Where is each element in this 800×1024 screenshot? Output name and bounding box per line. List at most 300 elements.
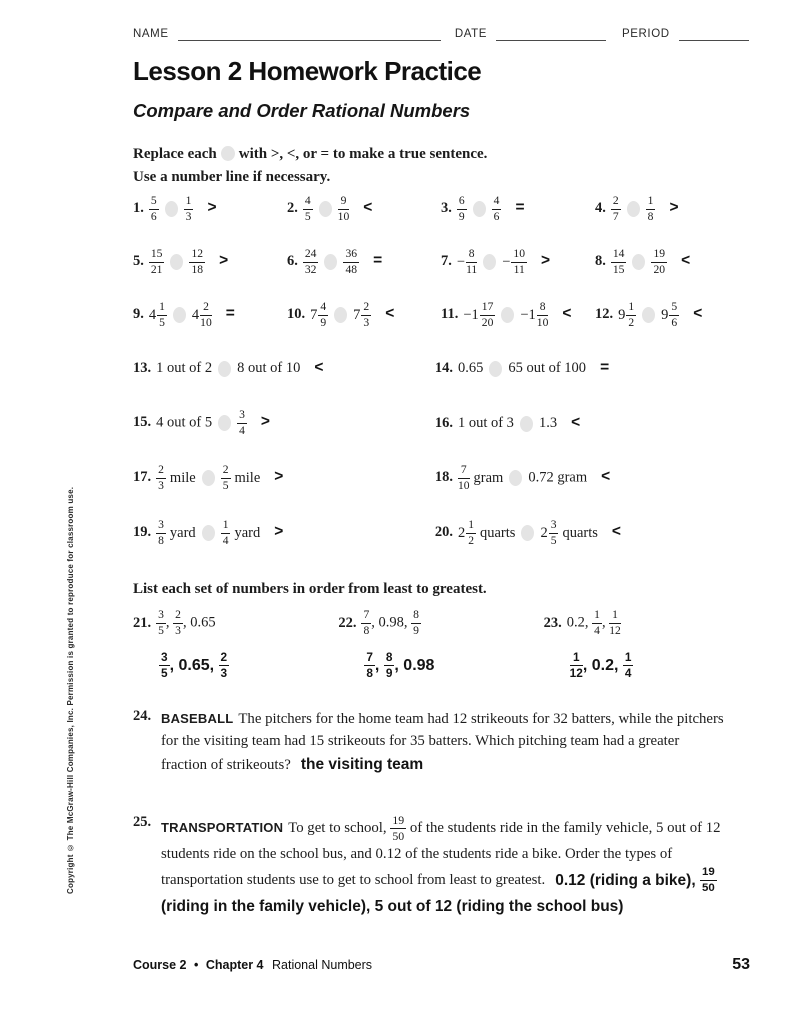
- period-label: PERIOD: [621, 28, 670, 40]
- fraction: [149, 248, 165, 277]
- problem-19: [133, 519, 435, 548]
- blank-circle-icon: [521, 525, 534, 541]
- fraction-stack: [384, 651, 395, 680]
- blank-circle-icon: [509, 470, 522, 486]
- instruction-line-1: Replace each with >, <, or = to make a true sentence.: [133, 146, 488, 162]
- denominator: 5: [158, 623, 164, 637]
- numerator: 8: [384, 651, 395, 666]
- numerator: 1: [221, 519, 231, 534]
- compare-row-2: [133, 245, 749, 279]
- problem-text-25: [161, 814, 727, 918]
- order-problems-row: [133, 609, 749, 680]
- fraction: [338, 195, 350, 224]
- problem-22: [338, 609, 543, 680]
- problem-number: 5.: [133, 253, 144, 270]
- problem-15: [133, 409, 435, 438]
- footer-bullet: •: [193, 958, 199, 972]
- fraction: [661, 301, 679, 330]
- problem-number: 1.: [133, 200, 144, 217]
- blank-circle-icon: [473, 201, 486, 217]
- fraction-prefix: 2: [540, 524, 548, 541]
- numerator: 1: [592, 609, 602, 624]
- copyright-sidebar: Copyright © The McGraw-Hill Companies, Inc. Permission is granted to reproduce for classroom use.: [66, 486, 75, 894]
- answer-2: <: [363, 199, 373, 217]
- problem-number: 25.: [133, 814, 152, 831]
- problem-number: 14.: [434, 360, 453, 376]
- blank-circle-icon: [642, 307, 655, 323]
- denominator: 4: [594, 623, 600, 637]
- blank-circle-icon: [170, 254, 183, 270]
- problem-8: [595, 248, 749, 277]
- denominator: 8: [363, 623, 370, 637]
- fraction-stack: [458, 464, 470, 493]
- numerator: 19: [390, 814, 406, 829]
- denominator: 3: [363, 315, 370, 329]
- fraction: [623, 651, 634, 680]
- fraction: [364, 651, 375, 680]
- fraction-stack: [156, 519, 166, 548]
- footer-course: Course 2: [133, 958, 187, 972]
- name-label: NAME: [133, 28, 169, 40]
- blank-circle-icon: [489, 361, 502, 377]
- fraction: [156, 464, 196, 493]
- denominator: 8: [366, 665, 373, 680]
- date-blank-line: [496, 28, 606, 41]
- fraction-stack: [466, 519, 476, 548]
- answer-14: =: [600, 359, 610, 376]
- fraction: [458, 464, 503, 493]
- math-text: 8 out of 10: [237, 360, 301, 376]
- numerator: 2: [200, 301, 212, 316]
- fraction-prefix: 9: [618, 306, 626, 323]
- fraction-stack: [623, 651, 634, 680]
- fraction-stack: [159, 651, 170, 680]
- fraction-stack: [669, 301, 679, 330]
- answer-1: >: [207, 199, 217, 217]
- compare-row-5: [133, 406, 749, 440]
- fraction-stack: [457, 195, 467, 224]
- problem-2: [287, 195, 441, 224]
- answer-24: [301, 756, 423, 773]
- problem-25: [133, 814, 749, 918]
- numerator: 9: [338, 195, 350, 210]
- unit-label: gram: [473, 469, 504, 486]
- fraction-prefix: −: [502, 253, 511, 270]
- numerator: 1: [570, 651, 583, 666]
- problem-number: 15.: [133, 414, 152, 431]
- fraction-stack: [303, 195, 313, 224]
- answer-18: <: [601, 468, 611, 486]
- numerator: 6: [457, 195, 467, 210]
- denominator: 10: [337, 209, 350, 223]
- blank-circle-icon: [501, 307, 514, 323]
- fraction: [310, 301, 328, 330]
- math-text: , 0.98,: [371, 614, 412, 631]
- fraction: [303, 248, 319, 277]
- problem-5: [133, 248, 287, 277]
- answer-13: <: [314, 359, 324, 376]
- denominator: 12: [609, 623, 621, 637]
- problem-number: 16.: [434, 415, 453, 431]
- denominator: 5: [550, 533, 557, 547]
- unit-label: quarts: [562, 524, 598, 541]
- fraction-stack: [492, 195, 502, 224]
- blank-circle-icon: [632, 254, 645, 270]
- fraction: [149, 195, 159, 224]
- fraction-prefix: 2: [457, 524, 466, 541]
- problem-20: [435, 519, 737, 548]
- numerator: 7: [458, 464, 470, 479]
- footer-breadcrumb: [133, 958, 372, 972]
- denominator: 18: [191, 262, 204, 276]
- answer-3: =: [515, 199, 525, 217]
- denominator: 21: [150, 262, 163, 276]
- numerator: 36: [343, 248, 359, 263]
- denominator: 20: [653, 262, 666, 276]
- numerator: 2: [361, 301, 371, 316]
- answer-23: [570, 651, 749, 680]
- period-blank-line: [679, 28, 749, 41]
- denominator: 4: [239, 423, 245, 437]
- compare-instructions: [133, 143, 749, 188]
- fraction-stack: [149, 195, 159, 224]
- math-text: To get to school,: [288, 820, 391, 837]
- problem-number: 2.: [287, 200, 298, 217]
- denominator: 3: [220, 665, 228, 680]
- fraction: [457, 248, 477, 277]
- numerator: 1: [626, 301, 636, 316]
- math-text: 1 out of 3: [457, 415, 514, 431]
- answer-17: >: [274, 468, 284, 486]
- problem-number: 7.: [441, 253, 452, 270]
- compare-row-4: [133, 351, 749, 385]
- problem-number: 22.: [338, 614, 357, 631]
- problem-number: 8.: [595, 253, 606, 270]
- fraction: [353, 301, 371, 330]
- numerator: 4: [303, 195, 313, 210]
- blank-circle-icon: [202, 470, 215, 486]
- problem-18: [435, 464, 737, 493]
- problem-number: 20.: [434, 524, 453, 541]
- fraction-stack: [646, 195, 656, 224]
- numerator: 3: [159, 651, 170, 666]
- fraction-stack: [219, 651, 230, 680]
- problem-tag: BASEBALL: [161, 710, 234, 726]
- blank-circle-icon: [520, 416, 533, 432]
- denominator: 10: [536, 315, 549, 329]
- fraction: [192, 301, 212, 330]
- compare-row-7: [133, 516, 749, 550]
- fraction: [156, 519, 196, 548]
- fraction: [540, 519, 597, 548]
- problem-9: [133, 301, 287, 330]
- date-label: DATE: [454, 28, 488, 40]
- fraction-stack: [592, 609, 602, 638]
- answer-8: <: [681, 252, 691, 270]
- numerator: 1: [184, 195, 194, 210]
- denominator: 2: [628, 315, 635, 329]
- numerator: 5: [669, 301, 679, 316]
- fraction: [492, 195, 502, 224]
- fraction: [609, 609, 621, 638]
- fraction: [520, 301, 548, 330]
- fraction: [303, 195, 313, 224]
- fraction-stack: [390, 814, 406, 843]
- math-text: the visiting team: [300, 756, 424, 774]
- given-numbers-23: [544, 609, 749, 638]
- numerator: 19: [700, 866, 717, 881]
- numerator: 15: [149, 248, 165, 263]
- fraction-stack: [700, 866, 717, 894]
- denominator: 12: [569, 665, 583, 680]
- fraction-prefix: −1: [463, 306, 479, 323]
- fraction: [592, 609, 602, 638]
- denominator: 5: [161, 665, 168, 680]
- problem-number: 13.: [133, 360, 152, 376]
- fraction-stack: [609, 609, 621, 638]
- fraction-stack: [361, 609, 371, 638]
- numerator: 3: [156, 519, 166, 534]
- problem-16: [435, 414, 737, 432]
- numerator: 4: [318, 301, 328, 316]
- fraction: [502, 248, 527, 277]
- problem-11: [441, 301, 595, 330]
- numerator: 1: [157, 301, 167, 316]
- page-footer: [133, 956, 750, 974]
- numerator: 12: [189, 248, 205, 263]
- compare-row-6: [133, 461, 749, 495]
- denominator: 20: [481, 315, 494, 329]
- fraction-prefix: 4: [148, 306, 157, 323]
- fraction: [646, 195, 656, 224]
- math-text: (riding in the family vehicle), 5 out of 12 (riding the school bus): [161, 897, 624, 915]
- fraction: [219, 651, 230, 680]
- problem-number: 24.: [133, 707, 152, 724]
- denominator: 3: [185, 209, 192, 223]
- numerator: 2: [221, 464, 231, 479]
- lesson-subtitle: Compare and Order Rational Numbers: [133, 100, 471, 121]
- answer-15: >: [260, 413, 270, 431]
- fraction-stack: [189, 248, 205, 277]
- numerator: 7: [364, 651, 375, 666]
- answer-4: >: [669, 199, 679, 217]
- fraction-stack: [511, 248, 527, 277]
- denominator: 9: [320, 315, 327, 329]
- denominator: 50: [392, 829, 405, 844]
- compare-row-1: [133, 192, 749, 226]
- denominator: 9: [385, 665, 393, 680]
- blank-circle-icon: [221, 146, 235, 161]
- problem-number: 9.: [133, 306, 144, 323]
- fraction: [651, 248, 667, 277]
- answer-16: <: [571, 414, 581, 431]
- numerator: 2: [611, 195, 621, 210]
- fraction: [384, 651, 395, 680]
- compare-problems-grid: [133, 192, 749, 550]
- answer-9: =: [225, 305, 235, 323]
- fraction-stack: [221, 519, 231, 548]
- denominator: 10: [200, 315, 212, 329]
- problem-17: [133, 464, 435, 493]
- blank-circle-icon: [627, 201, 640, 217]
- denominator: 5: [304, 209, 311, 223]
- math-text: ,: [374, 656, 384, 674]
- order-section-heading: List each set of numbers in order from least to greatest.: [133, 581, 487, 597]
- numerator: 2: [219, 651, 230, 666]
- denominator: 3: [175, 623, 181, 637]
- fraction-stack: [570, 651, 583, 680]
- math-text: of the students ride in the family vehicle, 5 out of 12 students ride on the school bus, and 0.12 of the students ride a bike. Order the types of transportation students use to get to school from least to greatest.: [161, 820, 721, 889]
- fraction-stack: [156, 609, 166, 638]
- fraction-stack: [221, 464, 231, 493]
- problem-number: 11.: [441, 306, 459, 323]
- fraction: [221, 464, 261, 493]
- fraction-stack: [364, 651, 375, 680]
- numerator: 3: [156, 609, 166, 624]
- fraction: [149, 301, 167, 330]
- unit-label: mile: [169, 469, 196, 486]
- blank-circle-icon: [218, 415, 231, 431]
- answer-5: >: [219, 252, 229, 270]
- footer-chapter-title: Rational Numbers: [272, 958, 373, 972]
- math-text: ,: [165, 614, 174, 631]
- denominator: 50: [701, 881, 715, 894]
- numerator: 19: [651, 248, 667, 263]
- fraction-stack: [173, 609, 183, 638]
- denominator: 5: [222, 478, 229, 492]
- blank-circle-icon: [202, 525, 215, 541]
- fraction-stack: [549, 519, 559, 548]
- blank-circle-icon: [324, 254, 337, 270]
- fraction: [221, 519, 261, 548]
- numerator: 5: [149, 195, 159, 210]
- numerator: 8: [466, 248, 477, 263]
- header-fill-in-row: [133, 28, 749, 41]
- denominator: 2: [468, 533, 474, 547]
- denominator: 4: [222, 533, 229, 547]
- fraction: [184, 195, 194, 224]
- math-text: , 0.65: [182, 614, 216, 631]
- fraction: [343, 248, 359, 277]
- fraction-prefix: 7: [353, 306, 361, 323]
- name-blank-line: [178, 28, 441, 41]
- fraction-prefix: −1: [520, 306, 536, 323]
- fraction-stack: [361, 301, 371, 330]
- denominator: 8: [158, 533, 164, 547]
- instruction-line-2: Use a number line if necessary.: [133, 168, 331, 185]
- fraction: [618, 301, 636, 330]
- numerator: 10: [511, 248, 527, 263]
- blank-circle-icon: [173, 307, 186, 323]
- fraction-stack: [184, 195, 194, 224]
- fraction-stack: [466, 248, 477, 277]
- denominator: 48: [345, 262, 358, 276]
- fraction-prefix: 7: [310, 306, 318, 323]
- fraction-stack: [318, 301, 328, 330]
- answer-12: <: [693, 305, 703, 323]
- word-problems-section: [133, 708, 749, 919]
- answer-21: [159, 651, 338, 680]
- fraction: [173, 609, 183, 638]
- denominator: 11: [466, 262, 478, 276]
- fraction: [570, 651, 583, 680]
- denominator: 6: [671, 315, 678, 329]
- fraction: [237, 409, 247, 438]
- problem-text-24: [161, 708, 727, 778]
- blank-circle-icon: [165, 201, 178, 217]
- problem-7: [441, 248, 595, 277]
- denominator: 6: [493, 209, 500, 223]
- given-numbers-21: [133, 609, 338, 638]
- fraction-stack: [303, 248, 319, 277]
- math-text: 1.3: [538, 415, 558, 431]
- fraction: [361, 609, 371, 638]
- answer-20: <: [611, 523, 621, 541]
- fraction-stack: [157, 301, 167, 330]
- problem-number: 6.: [287, 253, 298, 270]
- math-text: 0.12 (riding a bike),: [555, 871, 700, 889]
- numerator: 8: [537, 301, 549, 316]
- problem-number: 12.: [595, 306, 614, 323]
- unit-label: yard: [169, 524, 196, 541]
- numerator: 4: [492, 195, 502, 210]
- blank-circle-icon: [334, 307, 347, 323]
- page-number: 53: [732, 956, 750, 973]
- denominator: 15: [612, 262, 625, 276]
- numerator: 1: [646, 195, 656, 210]
- answer-22: [364, 651, 543, 680]
- answer-7: >: [541, 252, 551, 270]
- problem-21: [133, 609, 338, 680]
- compare-row-3: [133, 298, 749, 332]
- problem-10: [287, 301, 441, 330]
- answer-19: >: [274, 523, 284, 541]
- fraction: [156, 609, 166, 638]
- fraction-stack: [149, 248, 165, 277]
- answer-6: =: [373, 252, 383, 270]
- numerator: 2: [156, 464, 166, 479]
- fraction-stack: [480, 301, 496, 330]
- numerator: 17: [480, 301, 496, 316]
- denominator: 10: [457, 478, 470, 492]
- fraction: [390, 814, 406, 843]
- blank-circle-icon: [218, 361, 231, 377]
- blank-circle-icon: [483, 254, 496, 270]
- fraction: [463, 301, 495, 330]
- fraction-stack: [338, 195, 350, 224]
- math-text: , 0.98: [394, 656, 435, 674]
- denominator: 9: [458, 209, 465, 223]
- numerator: 3: [237, 409, 247, 424]
- unit-label: mile: [234, 469, 261, 486]
- denominator: 7: [612, 209, 619, 223]
- problem-24: [133, 708, 749, 778]
- problem-number: 10.: [287, 306, 306, 323]
- numerator: 1: [609, 609, 621, 624]
- fraction-stack: [156, 464, 166, 493]
- problem-number: 23.: [543, 614, 562, 631]
- fraction: [457, 195, 467, 224]
- page-title: Lesson 2 Homework Practice: [133, 56, 482, 86]
- fraction-stack: [343, 248, 359, 277]
- denominator: 4: [624, 665, 632, 680]
- fraction-stack: [651, 248, 667, 277]
- numerator: 1: [623, 651, 634, 666]
- math-text: 0.2,: [566, 614, 593, 631]
- fraction-stack: [611, 195, 621, 224]
- problem-number: 19.: [133, 524, 152, 541]
- fraction: [458, 519, 515, 548]
